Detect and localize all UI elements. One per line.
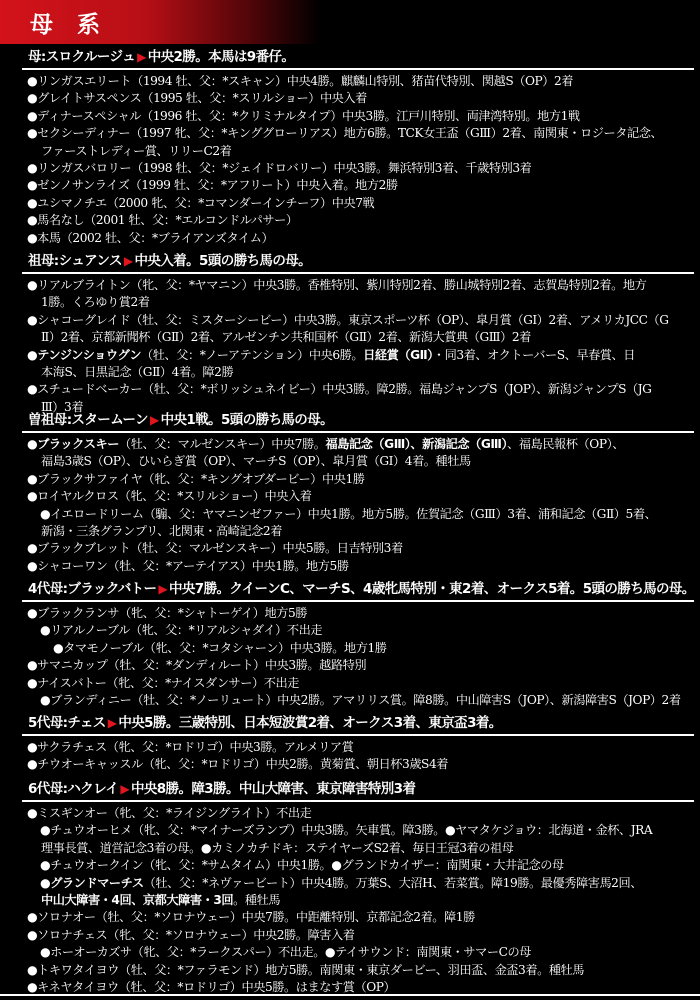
progeny-list (0, 736, 700, 774)
progeny-line (27, 640, 700, 657)
progeny-line (27, 488, 700, 505)
progeny-line (27, 675, 700, 692)
progeny-line (27, 471, 700, 488)
record-text: ●トキワタイヨウ（牡、父：*ファラモンド）地方5勝。南関東・東京ダービー、羽田盃、金盃3着。種牡馬 (27, 962, 585, 977)
record-text: 1勝。くろゆり賞2着 (41, 295, 150, 310)
record-text: ●リンガスエリート（1994 牡、父：*スキャン）中央4勝。麒麟山特別、猪苗代特別、関越S（OP）2着 (27, 74, 574, 88)
progeny-line (27, 436, 700, 453)
record-text: ● (27, 347, 38, 362)
lineage-section (0, 712, 700, 774)
section-heading (0, 409, 700, 431)
section-heading (0, 778, 700, 800)
record-text: ●シャコーグレイド（牡、父：ミスターシービー）中央3勝。東京スポーツ杯（OP）、皐月賞（GⅠ）2着、アメリカJCC（G (27, 312, 669, 327)
record-text: ●ロイヤルクロス（牝、父：*スリルショー）中央入着 (27, 489, 312, 504)
progeny-line (27, 108, 700, 125)
record-text: ●キネヤタイヨウ（牡、父：*ロドリゴ）中央5勝。はまなす賞（OP） (27, 980, 396, 995)
record-text: 理事長賞、道営記念3着の母。●カミノカチドキ：ステイヤーズS2着、毎日王冠3着の祖母 (41, 840, 514, 855)
progeny-line (27, 909, 700, 926)
section-heading (0, 46, 700, 68)
record-text: ●ゼンノサンライズ（1999 牡、父：*アフリート）中央入着。地方2勝 (27, 178, 398, 193)
record-text: ●ブランディニー（牡、父：*ノーリュート）中央2勝。アマリリス賞。障8勝。中山障害S（JOP）、新潟障害S（JOP）2着 (40, 693, 681, 708)
record-text: ●セクシーディナー（1997 牝、父：*キンググローリアス）地方6勝。TCK女王盃（GⅢ）2着、南関東・ロジータ記念、 (27, 126, 663, 141)
record-text: ●イエロードリーム（騸、父：ヤマニンゼファー）中央1勝。地方5勝。佐賀記念（GⅢ）3着、浦和記念（GⅡ）5着、 (40, 506, 657, 521)
record-text: ●馬名なし（2001 牡、父：*エルコンドルパサー） (27, 213, 298, 228)
progeny-line-continued (27, 523, 700, 540)
arrow-icon: ▶ (123, 254, 133, 268)
record-text: ●ミスギンオー（牝、父：*ライジングライト）不出走 (27, 806, 312, 820)
progeny-line (27, 822, 700, 839)
progeny-line (27, 558, 700, 575)
record-text: ●リアルブライトン（牝、父：*ヤマニン）中央3勝。香椎特別、紫川特別2着、勝山城特別2着、志賀島特別2着。地方 (27, 278, 647, 292)
progeny-line (27, 347, 700, 364)
dam-name: 5代母:チェス (28, 715, 106, 731)
record-text: Ⅲ）3着 (41, 399, 84, 414)
dam-record: 中央7勝。クイーンC、マーチS、4歳牝馬特別・東2着、オークス5着。5頭の勝ち馬の母。 (168, 581, 695, 597)
progeny-line (27, 739, 700, 756)
record-text: ファーストレディー賞、リリーC2着 (41, 143, 232, 158)
progeny-line (27, 657, 700, 674)
dam-record: 中央2勝。本馬は9番仔。 (147, 49, 295, 65)
progeny-line (27, 125, 700, 142)
lineage-section (0, 250, 700, 416)
progeny-line (27, 944, 700, 961)
progeny-line-continued (27, 294, 700, 311)
lineage-section (0, 778, 700, 996)
record-text: ● (27, 437, 38, 451)
record-text: ●リンガスバロリー（1998 牡、父：*ジェイドロバリー）中央3勝。舞浜特別3着、千歳特別3着 (27, 161, 532, 176)
record-text: ●タマモノーブル（牝、父：*コタシャーン）中央3勝。地方1勝 (53, 640, 387, 655)
dam-name: 4代母:ブラックバトー (28, 581, 157, 597)
dam-name: 母:スロクルージュ (28, 49, 136, 65)
record-text: ●ブラックランサ（牝、父：*シャトーゲイ）地方5勝 (27, 606, 308, 620)
progeny-line (27, 177, 700, 194)
progeny-line (27, 692, 700, 709)
dam-name: 曽祖母:スタームーン (28, 412, 148, 428)
record-text: ●スチュードベーカー（牡、父：*ボリッシュネイビー）中央3勝。障2勝。福島ジャンプS（JOP）、新潟ジャンプS（JG (27, 382, 652, 397)
dam-name: 6代母:ハクレイ (28, 781, 119, 797)
record-text: ●ホーオーカズサ（牝、父：*ラークスパー）不出走。●テイサウンド：南関東・サマーCの母 (40, 945, 531, 960)
highlight-text: テンジンショウグン (37, 347, 142, 362)
progeny-line (27, 381, 700, 398)
record-text: 。種牡馬 (233, 893, 281, 908)
lineage-section (0, 46, 700, 247)
progeny-line (27, 73, 700, 90)
record-text: Ⅱ）2着、京都新聞杯（GⅡ）2着、アルゼンチン共和国杯（GⅡ）2着、新潟大賞典（GⅢ）2着 (41, 330, 531, 345)
progeny-line (27, 90, 700, 107)
progeny-line (27, 875, 700, 892)
record-text: （牡、父：*ネヴァービート）中央4勝。万葉S、大沼H、若菜賞。障19勝。最優秀障害馬2回、 (143, 875, 642, 890)
record-text: ● (40, 875, 51, 890)
progeny-line-continued (27, 892, 700, 909)
arrow-icon: ▶ (120, 782, 129, 796)
progeny-list (0, 433, 700, 575)
bottom-rule (0, 994, 700, 996)
progeny-line (27, 756, 700, 773)
dam-record: 中央5勝。三歳特別、日本短波賞2着、オークス3着、東京盃3着。 (118, 715, 502, 731)
highlight-text: ブラックスキー (37, 437, 119, 451)
progeny-line (27, 857, 700, 874)
progeny-line (27, 805, 700, 822)
record-text: ●グレイトサスペンス（1995 牡、父：*スリルショー）中央入着 (27, 91, 367, 106)
record-text: 本海S、日黒記念（GⅡ）4着。障2勝 (41, 365, 234, 380)
dam-record: 中央1戦。5頭の勝ち馬の母。 (160, 412, 333, 428)
progeny-line (27, 195, 700, 212)
record-text: ●ソロナチェス（牝、父：*ソロナウェー）中央2勝。障害入着 (27, 927, 355, 942)
record-text: ・同3着、オクトーバーS、早春賞、日 (432, 347, 636, 362)
progeny-line (27, 230, 700, 247)
section-heading (0, 250, 700, 272)
record-text: ●サマニカップ（牡、父：*ダンディルート）中央3勝。越路特別 (27, 658, 367, 673)
progeny-line-continued (27, 143, 700, 160)
dam-record: 中央8勝。障3勝。中山大障害、東京障害特別3着 (130, 781, 416, 797)
highlight-text: 福島記念（GⅢ）、新潟記念（GⅢ） (325, 437, 508, 451)
record-text: ●チュウオーヒメ（牝、父：*マイナーズランプ）中央3勝。矢車賞。障3勝。●ヤマタケジョウ：北海道・金杯、JRA (40, 823, 653, 838)
arrow-icon: ▶ (149, 413, 159, 427)
progeny-list (0, 802, 700, 996)
record-text: 新潟・三条グランプリ、北関東・高崎記念2着 (41, 524, 282, 539)
progeny-line (27, 160, 700, 177)
progeny-line (27, 540, 700, 557)
record-text: （牡、父：*ノーアテンション）中央6勝。 (141, 347, 364, 362)
progeny-line-continued (27, 453, 700, 470)
record-text: ●チュウオークイン（牝、父：*サムタイム）中央1勝。●グランドカイザー：南関東・大井記念の母 (40, 858, 564, 873)
lineage-section (0, 578, 700, 709)
record-text: ●ユシマノチエ（2000 牝、父：*コマンダーインチーフ）中央7戦 (27, 195, 375, 210)
highlight-text: グランドマーチス (50, 875, 144, 890)
record-text: ●ナイスバトー（牝、父：*ナイスダンサー）不出走 (27, 675, 299, 690)
dam-record: 中央入着。5頭の勝ち馬の母。 (134, 253, 312, 269)
record-text: ●ブラックサファイヤ（牝、父：*キングオブダービー）中央1勝 (27, 471, 365, 486)
progeny-line (27, 212, 700, 229)
dam-name: 祖母:シュアンス (28, 253, 122, 269)
record-text: ●チウオーキャッスル（牝、父：*ロドリゴ）中央2勝。黄菊賞、朝日杯3歳S4着 (27, 757, 448, 772)
progeny-line (27, 605, 700, 622)
record-text: （牡、父：マルゼンスキー）中央7勝。 (118, 437, 326, 451)
progeny-list (0, 70, 700, 247)
record-text: ●本馬（2002 牡、父：*ブライアンズタイム） (27, 230, 274, 245)
arrow-icon: ▶ (158, 582, 167, 596)
progeny-line (27, 312, 700, 329)
progeny-line-continued (27, 329, 700, 346)
record-text: ●シャコーワン（牡、父：*アーテイアス）中央1勝。地方5勝 (27, 558, 349, 573)
page-title: 母 系 (30, 12, 109, 38)
record-text: ●サクラチェス（牝、父：*ロドリゴ）中央3勝。アルメリア賞 (27, 740, 354, 754)
arrow-icon: ▶ (107, 716, 117, 730)
arrow-icon: ▶ (137, 50, 146, 64)
progeny-list (0, 274, 700, 416)
record-text: ●ブラックブレット（牡、父：マルゼンスキー）中央5勝。日吉特別3着 (27, 541, 403, 556)
progeny-line-continued (27, 840, 700, 857)
progeny-line (27, 277, 700, 294)
progeny-line (27, 622, 700, 639)
record-text: 福島3歳S（OP）、ひいらぎ賞（OP）、マーチS（OP）、皐月賞（GⅠ）4着。種牡馬 (41, 454, 471, 469)
record-text: ●ディナースペシャル（1996 牡、父：*クリミナルタイプ）中央3勝。江戸川特別、両津湾特別。地方1戦 (27, 108, 580, 123)
progeny-list (0, 602, 700, 709)
progeny-line (27, 962, 700, 979)
progeny-line-continued (27, 364, 700, 381)
title-bar (0, 0, 320, 44)
progeny-line (27, 927, 700, 944)
record-text: 、福島民報杯（OP）、 (507, 437, 624, 451)
record-text: ●リアルノーブル（牝、父：*リアルシャダイ）不出走 (40, 623, 323, 638)
section-heading (0, 578, 700, 600)
lineage-section (0, 409, 700, 575)
highlight-text: 日経賞（GⅡ） (363, 347, 433, 362)
progeny-line (27, 506, 700, 523)
record-text: ●ソロナオー（牡、父：*ソロナウェー）中央7勝。中距離特別、京都記念2着。障1勝 (27, 910, 475, 925)
section-heading (0, 712, 700, 734)
highlight-text: 中山大障害・4回、京都大障害・3回 (41, 893, 234, 908)
